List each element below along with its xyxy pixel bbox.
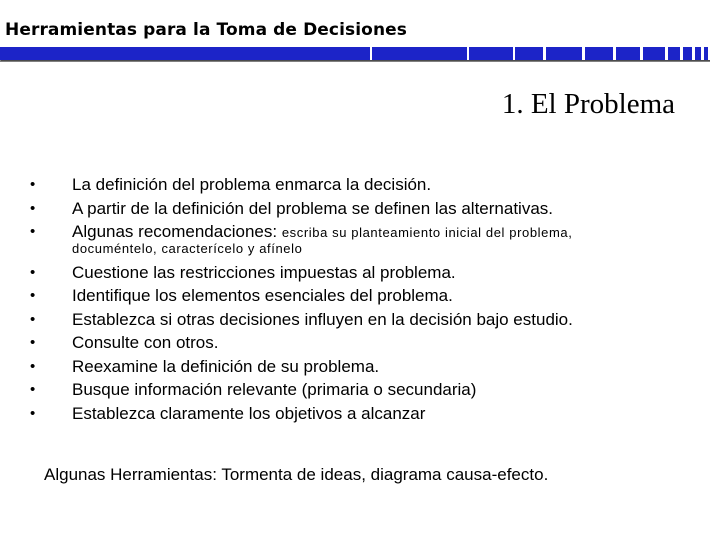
bullet-item: [30, 308, 573, 332]
bullet-dot: •: [30, 263, 36, 281]
bullet-text: Cuestione las restricciones impuestas al problema.: [72, 262, 456, 282]
bullet-dot: •: [30, 176, 36, 193]
bullet-dot: •: [30, 404, 36, 422]
bullet-dot: •: [30, 334, 36, 351]
header-title: Herramientas para la Toma de Decisiones: [5, 20, 407, 40]
bullet-item: [30, 355, 573, 379]
bullet-text: Consulte con otros.: [72, 333, 219, 352]
bullet-text: Busque información relevante (primaria o secundaria): [72, 380, 477, 399]
bullet-dot: •: [30, 310, 36, 328]
slide-title: 1. El Problema: [501, 88, 675, 120]
recommendation-detail: escriba su planteamiento inicial del problema,: [281, 225, 573, 240]
bullet-item: [30, 197, 573, 221]
bullet-item: [30, 378, 573, 402]
bullet-dot: •: [30, 223, 36, 240]
bullet-item: [30, 173, 573, 197]
bullet-list: [30, 173, 573, 425]
bullet-item: [30, 284, 573, 308]
bullet-item: [30, 261, 573, 285]
bullet-text: Establezca claramente los objetivos a alcanzar: [72, 403, 426, 423]
bullet-text: Algunas recomendaciones:: [72, 222, 278, 241]
bullet-text: Establezca si otras decisiones influyen en la decisión bajo estudio.: [72, 309, 573, 329]
bullet-dot: •: [30, 199, 36, 217]
recommendation-detail-continued: documéntelo, caracterícelo y afínelo: [72, 240, 303, 256]
bullet-text: Identifique los elementos esenciales del problema.: [72, 286, 453, 305]
bullet-text: A partir de la definición del problema se definen las alternativas.: [72, 198, 554, 218]
bullet-dot: •: [30, 381, 36, 398]
bullet-item: [30, 331, 573, 355]
header-decorative-bar: [0, 46, 720, 62]
bullet-item: [30, 402, 573, 426]
bullet-dot: •: [30, 357, 36, 375]
footer-text: Algunas Herramientas: Tormenta de ideas, diagrama causa-efecto.: [44, 465, 549, 484]
bullet-text: La definición del problema enmarca la decisión.: [72, 175, 432, 194]
bullet-dot: •: [30, 287, 36, 304]
bullet-text: Reexamine la definición de su problema.: [72, 356, 380, 376]
